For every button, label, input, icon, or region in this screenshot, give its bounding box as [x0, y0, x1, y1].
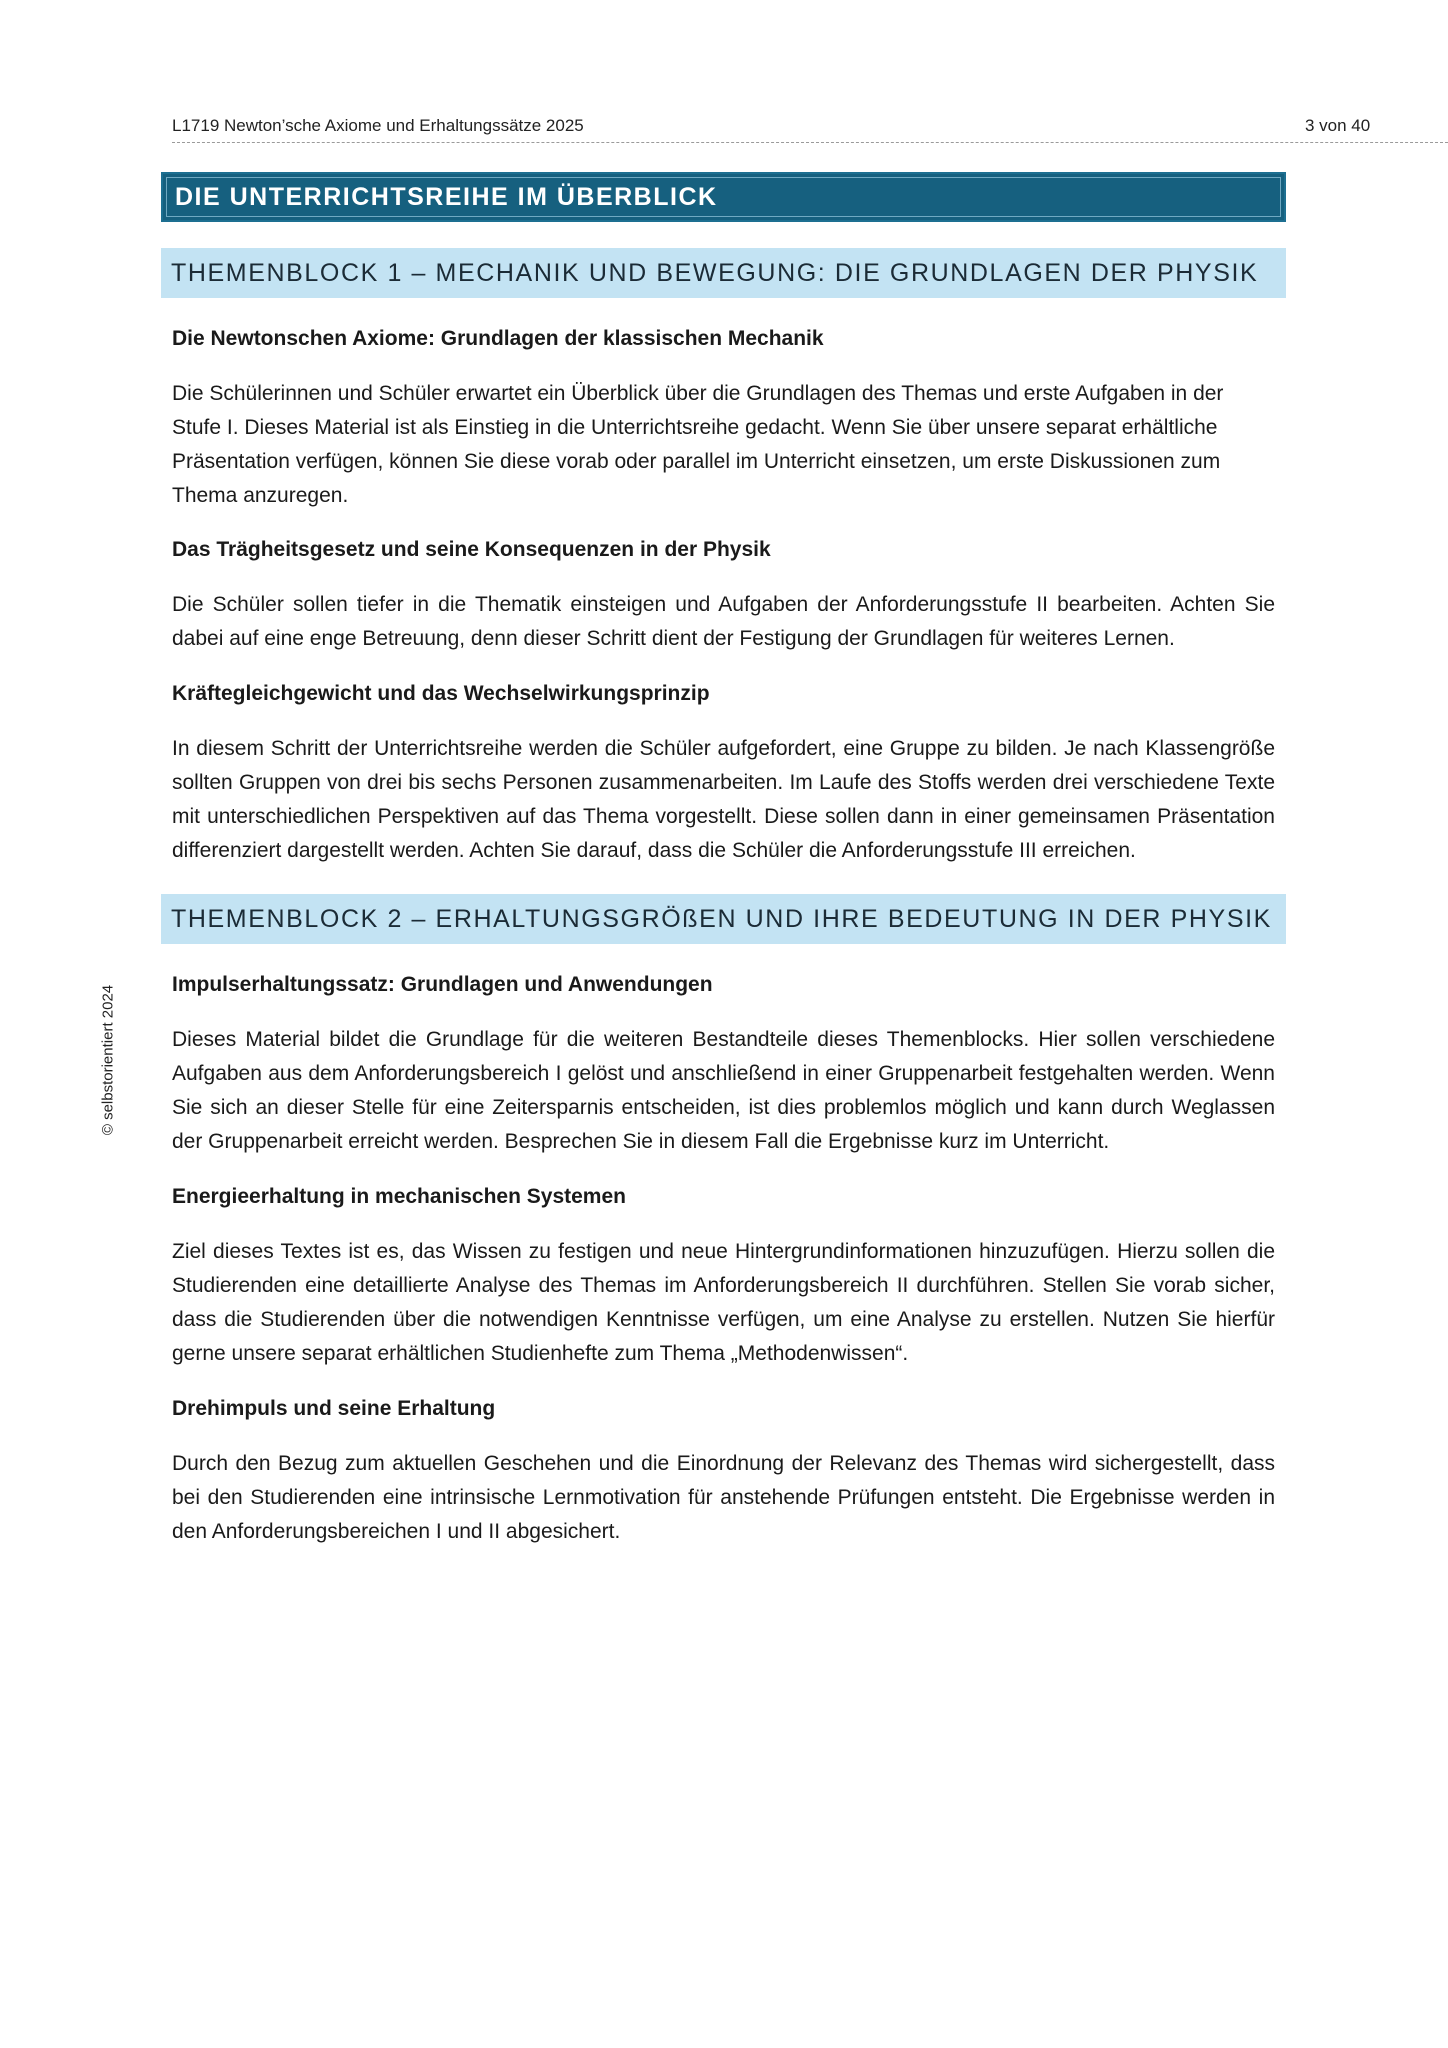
- section-text: Die Schülerinnen und Schüler erwartet ein Überblick über die Grundlagen des Themas und erste Aufgaben in der Stufe I. Dieses Material ist als Einstieg in die Unterrichtsreihe gedacht. Wenn Sie über unsere separat erhältliche Präsentation verfügen, können Sie diese vorab oder parallel im Unterricht einsetzen, um erste Diskussionen zum Thema anzuregen.: [172, 382, 1224, 507]
- section-title: Die Newtonschen Axiome: Grundlagen der klassischen Mechanik: [172, 327, 824, 350]
- section-title: Impulserhaltungssatz: Grundlagen und Anwendungen: [172, 973, 713, 996]
- section-text: Die Schüler sollen tiefer in die Thematik einsteigen und Aufgaben der Anforderungsstufe II bearbeiten. Achten Sie dabei auf eine enge Betreuung, denn dieser Schritt dient der Festigung der Grundlagen für weiteres Lernen.: [172, 593, 1275, 650]
- section-title: Das Trägheitsgesetz und seine Konsequenzen in der Physik: [172, 538, 771, 561]
- page-title: DIE UNTERRICHTSREIHE IM ÜBERBLICK: [161, 172, 1286, 222]
- section-text: In diesem Schritt der Unterrichtsreihe werden die Schüler aufgefordert, eine Gruppe zu bilden. Je nach Klassengröße sollten Gruppen von drei bis sechs Personen zusammenarbeiten. Im Laufe des Stoffs werden drei verschiedene Texte mit unterschiedlichen Perspektiven auf das Thema vorgestellt. Diese sollen dann in einer gemeinsamen Präsentation differenziert dargestellt werden. Achten Sie darauf, dass die Schüler die Anforderungsstufe III erreichen.: [172, 737, 1275, 862]
- themenblock-2-heading: THEMENBLOCK 2 – ERHALTUNGSGRÖßEN UND IHRE BEDEUTUNG IN DER PHYSIK: [161, 894, 1286, 944]
- section-text: Durch den Bezug zum aktuellen Geschehen und die Einordnung der Relevanz des Themas wird sichergestellt, dass bei den Studierenden eine intrinsische Lernmotivation für anstehende Prüfungen entsteht. Die Ergebnisse werden in den Anforderungsbereichen I und II abgesichert.: [172, 1452, 1275, 1543]
- document-title: L1719 Newton’sche Axiome und Erhaltungssätze 2025: [172, 116, 584, 135]
- page-header: [172, 116, 1448, 143]
- page-number: 3 von 40: [1305, 116, 1371, 135]
- section-text: Ziel dieses Textes ist es, das Wissen zu festigen und neue Hintergrundinformationen hinzuzufügen. Hierzu sollen die Studierenden eine detaillierte Analyse des Themas im Anforderungsbereich II durchführen. Stellen Sie vorab sicher, dass die Studierenden über die notwendigen Kenntnisse verfügen, um eine Analyse zu erstellen. Nutzen Sie hierfür gerne unsere separat erhältlichen Studienhefte zum Thema „Methodenwissen“.: [172, 1240, 1275, 1365]
- section-text: Dieses Material bildet die Grundlage für die weiteren Bestandteile dieses Themenblocks. Hier sollen verschiedene Aufgaben aus dem Anforderungsbereich I gelöst und anschließend in einer Gruppenarbeit festgehalten werden. Wenn Sie sich an dieser Stelle für eine Zeitersparnis entscheiden, ist dies problemlos möglich und kann durch Weglassen der Gruppenarbeit erreicht werden. Besprechen Sie in diesem Fall die Ergebnisse kurz im Unterricht.: [172, 1028, 1275, 1153]
- copyright-note: © selbstorientiert 2024: [99, 984, 117, 1136]
- section-title: Energieerhaltung in mechanischen Systemen: [172, 1185, 626, 1208]
- section-title: Drehimpuls und seine Erhaltung: [172, 1397, 496, 1420]
- main-content: [161, 172, 1286, 1549]
- section-title: Kräftegleichgewicht und das Wechselwirkungsprinzip: [172, 682, 710, 705]
- themenblock-1-heading: THEMENBLOCK 1 – MECHANIK UND BEWEGUNG: DIE GRUNDLAGEN DER PHYSIK: [161, 248, 1286, 298]
